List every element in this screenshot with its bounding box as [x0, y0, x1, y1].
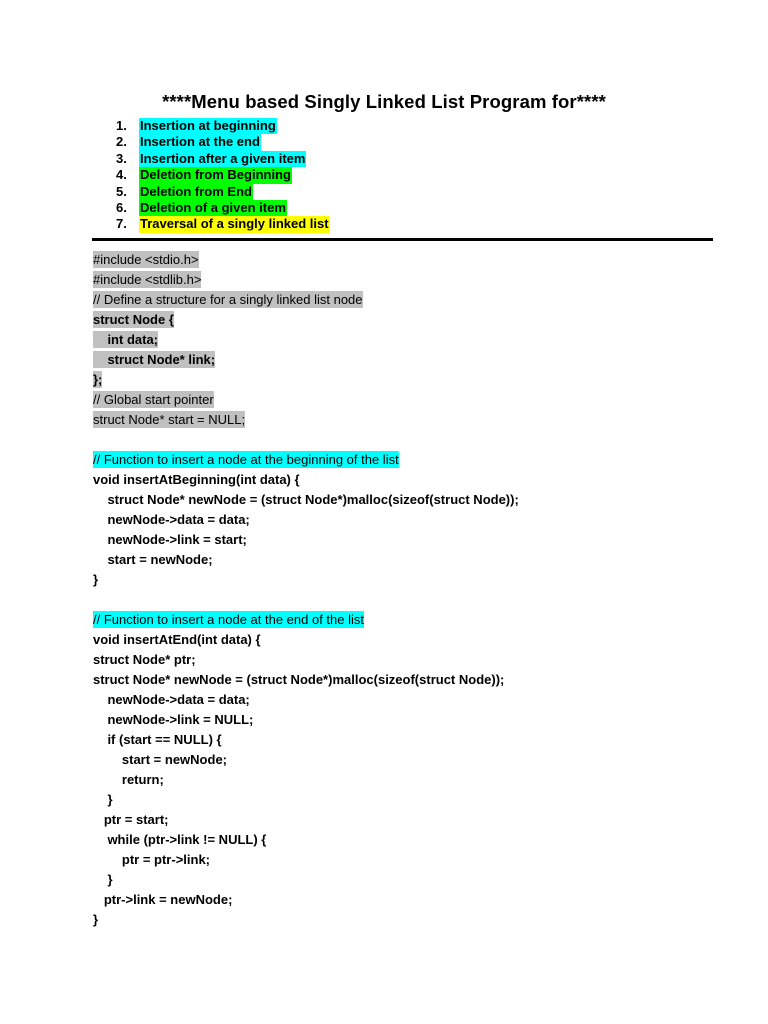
menu-item-number: 3.	[116, 150, 127, 166]
code-line	[93, 790, 519, 810]
menu-item-number: 5.	[116, 183, 127, 199]
code-line-text: };	[93, 372, 103, 387]
code-line-text: newNode->link = NULL;	[93, 712, 254, 727]
code-line-text: #include <stdlib.h>	[93, 272, 202, 287]
menu-item	[116, 167, 330, 183]
code-line-text: struct Node* newNode = (struct Node*)malloc(sizeof(struct Node));	[93, 672, 505, 687]
code-line	[93, 370, 519, 390]
code-line-text: while (ptr->link != NULL) {	[93, 832, 267, 847]
code-line	[93, 850, 519, 870]
code-line	[93, 430, 519, 450]
menu-item-number: 2.	[116, 134, 127, 150]
code-line	[93, 910, 519, 930]
code-line	[93, 830, 519, 850]
code-line	[93, 550, 519, 570]
code-line	[93, 490, 519, 510]
menu-list	[116, 118, 330, 233]
code-line-text: if (start == NULL) {	[93, 732, 222, 747]
code-line	[93, 730, 519, 750]
menu-item	[116, 118, 330, 134]
code-line-text: int data;	[93, 332, 158, 347]
code-line	[93, 530, 519, 550]
divider-line	[92, 238, 713, 241]
menu-item	[116, 200, 330, 216]
menu-item-number: 1.	[116, 118, 127, 133]
menu-item	[116, 216, 330, 232]
code-line-text: struct Node* start = NULL;	[93, 412, 246, 427]
code-line	[93, 330, 519, 350]
code-block	[93, 250, 519, 930]
code-line-text: start = newNode;	[93, 752, 227, 767]
code-line	[93, 350, 519, 370]
menu-item-label: Insertion at the end	[140, 134, 260, 150]
code-line-text: // Global start pointer	[93, 392, 214, 407]
menu-item	[116, 134, 330, 150]
code-line-text: start = newNode;	[93, 552, 213, 567]
menu-item-label: Deletion of a given item	[140, 199, 286, 215]
code-line-text: struct Node* ptr;	[93, 652, 196, 667]
code-line	[93, 290, 519, 310]
code-line	[93, 470, 519, 490]
code-line-text: void insertAtEnd(int data) {	[93, 632, 261, 647]
code-line	[93, 890, 519, 910]
code-line	[93, 630, 519, 650]
code-line	[93, 650, 519, 670]
code-line	[93, 810, 519, 830]
code-line-text: }	[93, 872, 113, 887]
code-line-text: struct Node {	[93, 312, 174, 327]
code-line	[93, 250, 519, 270]
menu-item	[116, 184, 330, 200]
code-line-text: #include <stdio.h>	[93, 252, 199, 267]
code-line	[93, 770, 519, 790]
code-line-text: newNode->link = start;	[93, 532, 247, 547]
code-line	[93, 710, 519, 730]
menu-item-number: 7.	[116, 216, 127, 232]
menu-item-label: Deletion from Beginning	[140, 167, 291, 183]
code-line-text: struct Node* newNode = (struct Node*)malloc(sizeof(struct Node));	[93, 492, 519, 507]
code-line-text: }	[93, 792, 113, 807]
code-line	[93, 590, 519, 610]
menu-item-label: Insertion after a given item	[140, 150, 306, 166]
code-line	[93, 390, 519, 410]
code-line	[93, 310, 519, 330]
code-line	[93, 510, 519, 530]
code-line	[93, 270, 519, 290]
code-line-text: }	[93, 572, 99, 587]
code-line	[93, 750, 519, 770]
code-line-text: // Function to insert a node at the end of the list	[93, 612, 365, 627]
code-line-text: newNode->data = data;	[93, 692, 250, 707]
menu-item-label: Insertion at beginning	[140, 118, 276, 133]
menu-item-label: Traversal of a singly linked list	[140, 216, 329, 232]
code-line	[93, 610, 519, 630]
code-line-text: // Function to insert a node at the beginning of the list	[93, 452, 399, 467]
code-line-text: ptr = start;	[93, 812, 169, 827]
code-line	[93, 570, 519, 590]
code-line-text: void insertAtBeginning(int data) {	[93, 472, 300, 487]
code-line	[93, 410, 519, 430]
page-title: ****Menu based Singly Linked List Program for****	[162, 91, 606, 112]
menu-item-number: 6.	[116, 199, 127, 215]
code-line-text: return;	[93, 772, 164, 787]
code-line-text: // Define a structure for a singly linked list node	[93, 292, 363, 307]
menu-item-label: Deletion from End	[140, 183, 252, 199]
menu-item-number: 4.	[116, 167, 127, 183]
code-line-text: ptr = ptr->link;	[93, 852, 211, 867]
code-line-text: ptr->link = newNode;	[93, 892, 233, 907]
code-line-text: newNode->data = data;	[93, 512, 250, 527]
code-line	[93, 870, 519, 890]
code-line	[93, 690, 519, 710]
code-line-text: }	[93, 912, 99, 927]
code-line-text: struct Node* link;	[93, 352, 216, 367]
code-line	[93, 670, 519, 690]
code-line	[93, 450, 519, 470]
menu-item	[116, 151, 330, 167]
